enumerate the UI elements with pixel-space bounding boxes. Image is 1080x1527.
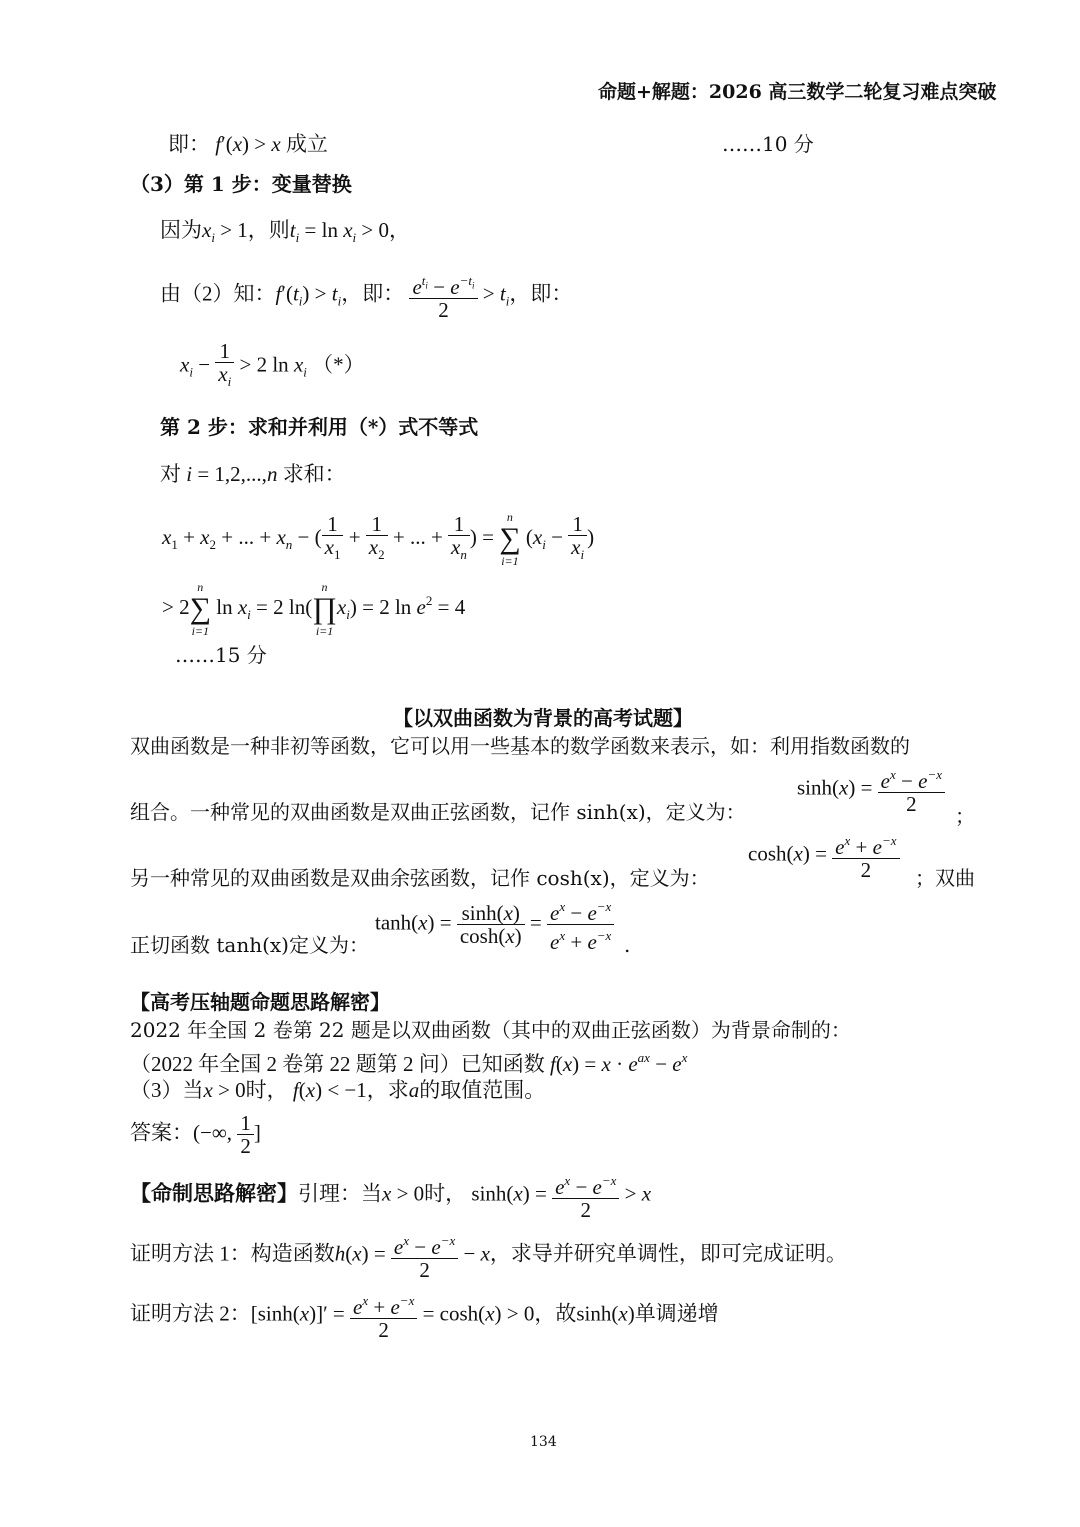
page-header: 命题+解题：2026 高三数学二轮复习难点突破 [598, 81, 997, 103]
fraction-sinh-t: $\frac{e^{t_i} - e^{-t_i}}{2}$ [409, 270, 477, 321]
section1-para3-tail: ；双曲 [915, 866, 975, 890]
part3-star-inequality: $x_i$ − $\frac{1}{x_i}$ > 2 $\ln x_i$ （*） [180, 339, 365, 389]
section2-answer: 答案：(−∞, $\frac{1}{2}$ ] [130, 1111, 261, 1158]
section1-para1: 双曲函数是一种非初等函数，它可以用一些基本的数学函数来表示，如：利用指数函数的 [130, 734, 910, 758]
page-number: 134 [530, 1434, 557, 1450]
section1-para4: 正切函数 tanh(x)定义为： [130, 933, 369, 957]
part3-score: ……15 分 [175, 643, 267, 667]
section2-line3: （3）当x > 0时， f(x) < −1，求a的取值范围。 [130, 1078, 546, 1102]
sum-equation-line1: $x_1 + x_2$ + ... + $x_n$ − ( $\frac{1}{x_1}$ + $\frac{1}{x_2}$ + ... + $\frac{1}{x_n}$ ) = n ∑ i=1 ($x_i$ − $\frac{1}{x_i}$ ) [162, 510, 595, 568]
sinh-definition: sinh(x) = $\frac{e^x - e^{-x}}{2}$ [797, 764, 945, 815]
tanh-definition: tanh(x) = $\frac{\sinh(x)}{\cosh(x)}$ = $\frac{e^x - e^{-x}}{e^x + e^{-x}}$ [375, 896, 614, 953]
section3-proof1: 证明方法 1：构造函数h(x) = $\frac{e^x - e^{-x}}{2}$ − x，求导并研究单调性，即可完成证明。 [130, 1230, 847, 1281]
part3-step2-heading: 第 2 步：求和并利用（*）式不等式 [160, 415, 479, 439]
section1-para2: 组合。一种常见的双曲函数是双曲正弦函数，记作 sinh(x)，定义为： [130, 800, 746, 824]
section3-proof2: 证明方法 2：[sinh(x)]′ = $\frac{e^x + e^{-x}}{2}$ = cosh(x) > 0，故sinh(x)单调递增 [130, 1290, 719, 1341]
part2-conclusion: 即： f′(x) > x 成立 [168, 132, 328, 156]
part3-heading: （3）第 1 步：变量替换 [130, 172, 352, 196]
section1-semicolon: ； [955, 804, 975, 828]
section1-title: 【以双曲函数为背景的高考试题】 [393, 706, 693, 730]
part3-line2: 由（2）知：$f'(t_i) > t_i$，即： $\frac{e^{t_i} - e^{-t_i}}{2}$ > $t_i$，即： [160, 270, 572, 321]
cosh-definition: cosh(x) = $\frac{e^x + e^{-x}}{2}$ [748, 830, 900, 881]
section3-lemma: 【命制思路解密】引理：当x > 0时， sinh(x) = $\frac{e^x - e^{-x}}{2}$ > x [130, 1170, 651, 1221]
section2-line1: 2022 年全国 2 卷第 22 题是以双曲函数（其中的双曲正弦函数）为背景命制的： [130, 1018, 851, 1042]
section2-title: 【高考压轴题命题思路解密】 [130, 990, 390, 1014]
part2-score: ……10 分 [722, 132, 814, 156]
section1-para3: 另一种常见的双曲函数是双曲余弦函数，记作 cosh(x)，定义为： [130, 866, 710, 890]
part3-line1: 因为$x_i > 1$，则$t_i = \ln x_i > 0$， [160, 218, 410, 245]
section1-period: . [624, 933, 631, 957]
section2-line2: （2022 年全国 2 卷第 22 题第 2 问）已知函数 $f(x) = x \cdot e^{ax} - e^x$ [130, 1050, 688, 1076]
sum-equation-line2: > 2 n ∑ i=1 $\ln x_i = 2$ ln( n ∏ i=1 $x_i) = 2$ $\ln e^2 = 4$ [162, 580, 466, 638]
part3-sum-line: 对 i = 1,2,...,n 求和： [160, 462, 346, 486]
